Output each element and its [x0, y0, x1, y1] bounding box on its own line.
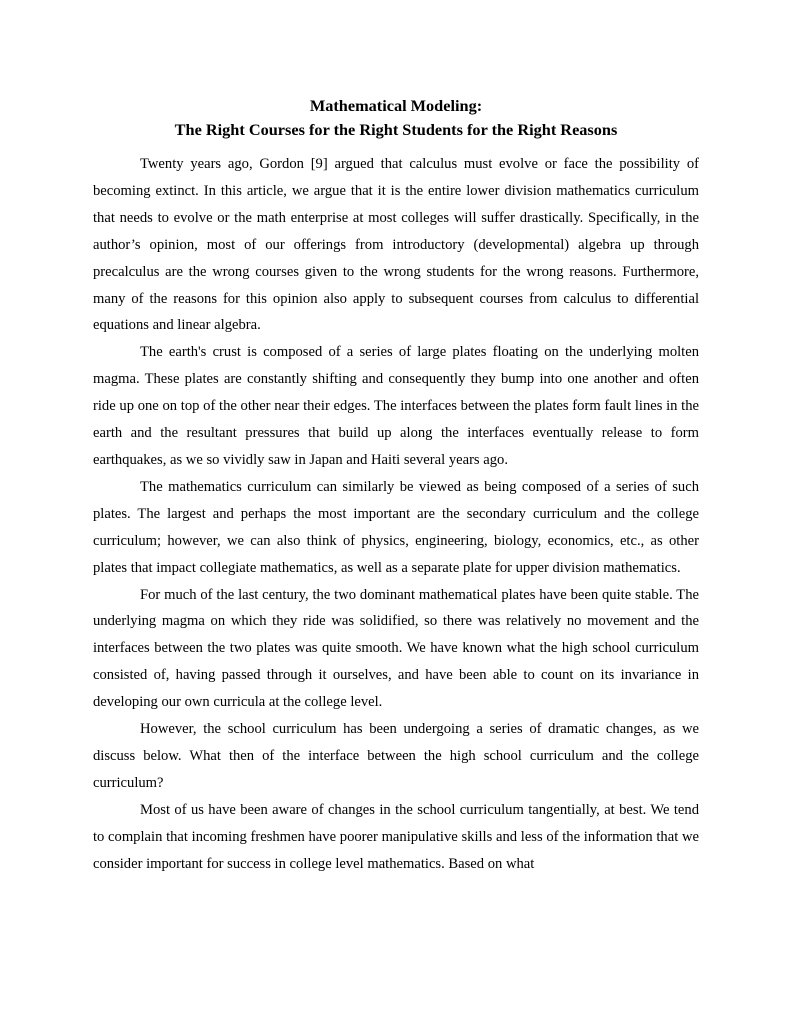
document-title	[93, 94, 699, 142]
title-line-1: Mathematical Modeling:	[309, 96, 483, 115]
paragraph-4: For much of the last century, the two dominant mathematical plates have been quite stable. The underlying magma on which they ride was solidified, so there was relatively no movement and the interfaces between the two plates was quite smooth. We have known what the high school curriculum consisted of, having passed through it ourselves, and have been able to count on its invariance in developing our own curricula at the college level.	[93, 586, 699, 711]
document-body	[93, 151, 699, 877]
document-page	[93, 94, 699, 877]
title-line-2: The Right Courses for the Right Students for the Right Reasons	[174, 120, 618, 139]
paragraph-1: Twenty years ago, Gordon [9] argued that calculus must evolve or face the possibility of becoming extinct. In this article, we argue that it is the entire lower division mathematics curriculum that needs to evolve or the math enterprise at most colleges will suffer drastically. Specifically, in the author’s opinion, most of our offerings from introductory (developmental) algebra up through precalculus are the wrong courses given to the wrong students for the wrong reasons. Furthermore, many of the reasons for this opinion also apply to subsequent courses from calculus to differential equations and linear algebra.	[93, 156, 699, 334]
paragraph-5: However, the school curriculum has been undergoing a series of dramatic changes, as we discuss below. What then of the interface between the high school curriculum and the college curriculum?	[93, 721, 699, 791]
paragraph-2: The earth's crust is composed of a series of large plates floating on the underlying molten magma. These plates are constantly shifting and consequently they bump into one another and often ride up one on top of the other near their edges. The interfaces between the plates form fault lines in the earth and the resultant pressures that build up along the interfaces eventually release to form earthquakes, as we so vividly saw in Japan and Haiti several years ago.	[93, 344, 699, 468]
paragraph-6: Most of us have been aware of changes in the school curriculum tangentially, at best. We tend to complain that incoming freshmen have poorer manipulative skills and less of the information that we consider important for success in college level mathematics. Based on what	[93, 801, 699, 872]
paragraph-3: The mathematics curriculum can similarly be viewed as being composed of a series of such plates. The largest and perhaps the most important are the secondary curriculum and the college curriculum; however, we can also think of physics, engineering, biology, economics, etc., as other plates that impact collegiate mathematics, as well as a separate plate for upper division mathematics.	[93, 478, 699, 576]
